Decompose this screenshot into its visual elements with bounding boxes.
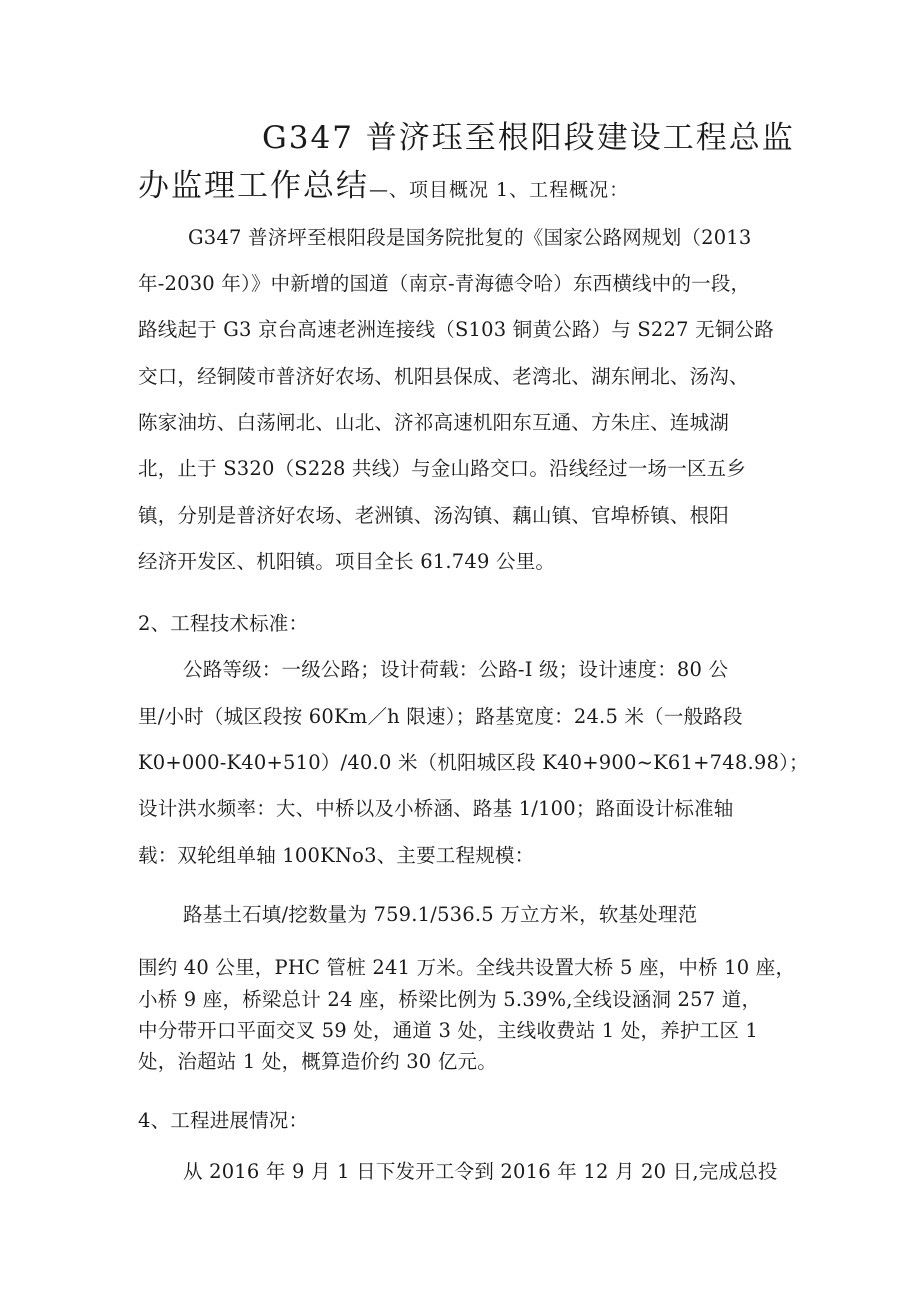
paragraph-line: 中分带开口平面交叉 59 处，通道 3 处，主线收费站 1 处，养护工区 1 bbox=[138, 1019, 759, 1042]
paragraph-line: 镇，分别是普济好农场、老洲镇、汤沟镇、藕山镇、官埠桥镇、根阳 bbox=[138, 504, 730, 527]
document-title-line-1: G347 普济珏至根阳段建设工程总监 bbox=[262, 120, 795, 156]
paragraph-line: 路基土石填/挖数量为 759.1/536.5 万立方米，软基处理范 bbox=[183, 903, 698, 926]
document-title-line-2 bbox=[138, 160, 629, 205]
paragraph-line: 北，止于 S320（S228 共线）与金山路交口。沿线经过一场一区五乡 bbox=[138, 457, 747, 480]
paragraph-line: 从 2016 年 9 月 1 日下发开工令到 2016 年 12 月 20 日,完成总投 bbox=[183, 1160, 778, 1183]
paragraph-line: 路线起于 G3 京台高速老洲连接线（S103 铜黄公路）与 S227 无铜公路 bbox=[138, 318, 774, 341]
section-heading-progress: 4、工程进展情况： bbox=[138, 1109, 309, 1132]
paragraph-line: 公路等级：一级公路；设计荷载：公路-I 级；设计速度：80 公 bbox=[183, 658, 729, 681]
paragraph-line: 设计洪水频率：大、中桥以及小桥涵、路基 1/100；路面设计标准轴 bbox=[138, 797, 734, 820]
paragraph-line: 载：双轮组单轴 100KNo3、主要工程规模： bbox=[138, 844, 535, 867]
paragraph-line: 经济开发区、机阳镇。项目全长 61.749 公里。 bbox=[138, 550, 556, 573]
paragraph-line: 交口，经铜陵市普济好农场、机阳县保成、老湾北、湖东闸北、汤沟、 bbox=[138, 365, 749, 388]
paragraph-line: 里/小时（城区段按 60Km／h 限速）；路基宽度：24.5 米（一般路段 bbox=[138, 705, 743, 728]
paragraph-line: 小桥 9 座，桥梁总计 24 座，桥梁比例为 5.39%,全线设涵洞 257 道， bbox=[138, 988, 762, 1011]
paragraph-line: 围约 40 公里，PHC 管桩 241 万米。全线共设置大桥 5 座，中桥 10 座， bbox=[138, 956, 796, 979]
paragraph-line: G347 普济坪至根阳段是国务院批复的《国家公路网规划（2013 bbox=[188, 226, 752, 249]
document-title-line-2-main: 办监理工作总结 bbox=[138, 168, 369, 204]
section-heading-overview: —、项目概况 1、工程概况： bbox=[369, 179, 630, 201]
paragraph-line: K0+000-K40+510）/40.0 米（机阳城区段 K40+900~K61+748.98）； bbox=[138, 751, 809, 774]
paragraph-line: 处，治超站 1 处，概算造价约 30 亿元。 bbox=[138, 1050, 497, 1073]
section-heading-standards: 2、工程技术标准： bbox=[138, 612, 309, 635]
paragraph-line: 陈家油坊、白荡闸北、山北、济祁高速机阳东互通、方朱庄、连城湖 bbox=[138, 411, 730, 434]
paragraph-line: 年-2030 年）》中新增的国道（南京-青海德令哈）东西横线中的一段， bbox=[138, 272, 751, 295]
